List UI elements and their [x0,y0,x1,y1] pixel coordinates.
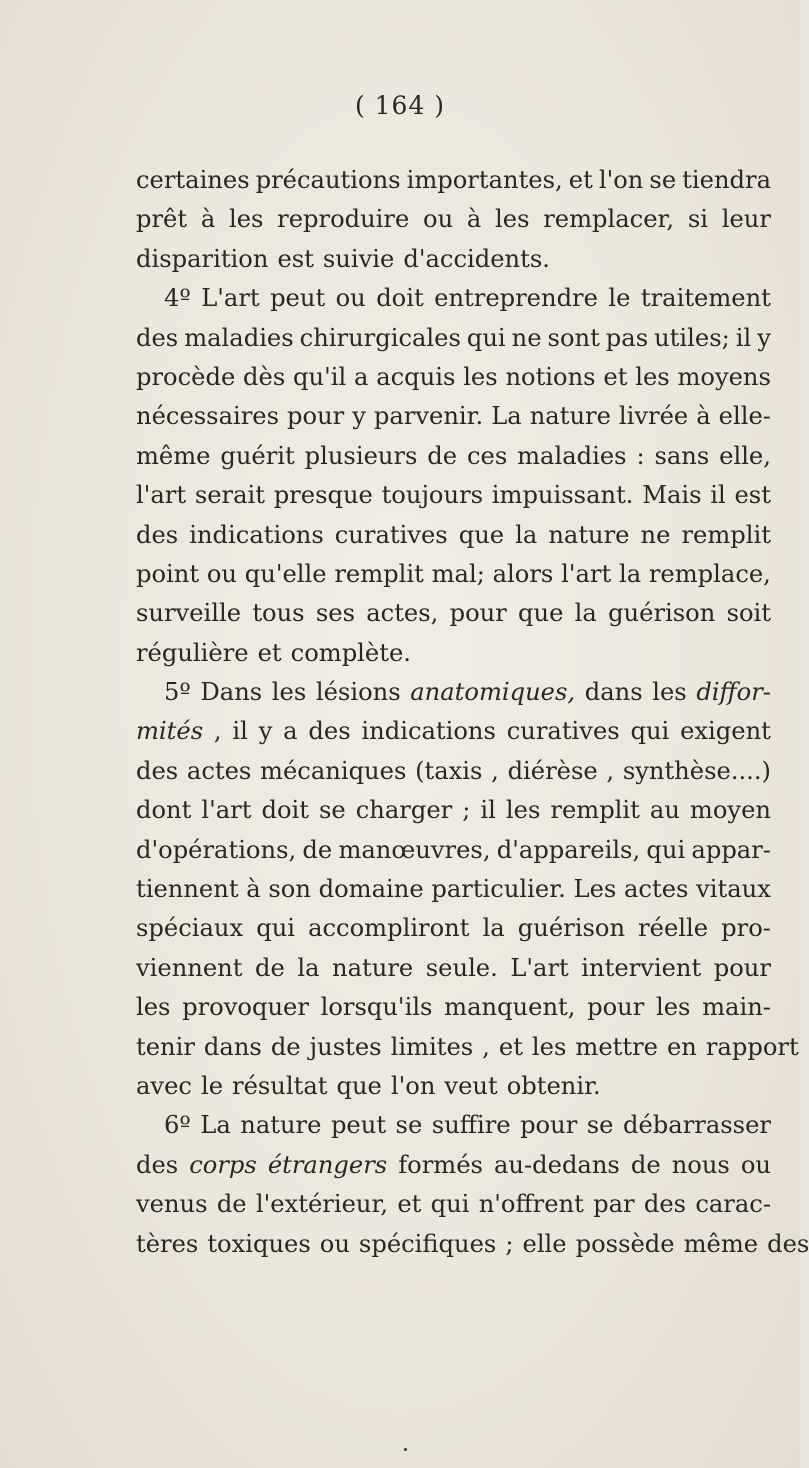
paragraph [136,161,771,279]
text-line [136,909,771,948]
word: mités [136,717,204,746]
word: surveille [136,599,242,628]
body-text [136,161,809,1264]
word: se [586,1111,614,1140]
word: point [136,559,200,588]
word: nécessaires [136,402,280,431]
word: la [618,559,642,588]
text-line [136,279,771,318]
word: pas [605,323,649,352]
word: la [482,914,505,943]
word: qui [430,1190,470,1219]
word: maladies [184,323,294,352]
word: guérit [220,441,295,470]
word: Mais [642,481,702,510]
word: est [277,244,314,273]
text-line [136,634,771,673]
word: les [271,678,307,707]
word: justes [309,1032,382,1061]
word: moyen [689,796,771,825]
word: de [427,441,458,470]
text-line [136,1225,809,1264]
word: Les [573,875,617,904]
word: les [495,205,530,234]
word: domaine [318,875,424,904]
word: régulière [136,638,249,667]
word: suivie [322,244,395,273]
word: son [268,875,311,904]
text-line [136,555,771,594]
word: ; [462,796,471,825]
word: curatives [334,520,448,549]
word: des [136,756,179,785]
word: certaines [136,166,250,194]
word: mal; [431,559,485,588]
word: entreprendre [434,284,598,313]
word: des [767,1229,809,1258]
word: leur [721,205,771,234]
word: doit [261,796,309,825]
word: d'accidents. [403,244,550,273]
word: mécaniques [260,756,407,785]
word: nature [332,953,414,982]
text-line [136,791,771,830]
word: les [136,993,171,1022]
word: lorsqu'ils [320,993,433,1022]
word: de [630,1150,661,1179]
ink-speck [404,1448,407,1451]
word: , [482,1032,490,1061]
word: reproduire [277,205,410,234]
word: les [463,362,498,391]
text-line [136,1146,771,1185]
word: charger [355,796,453,825]
word: disparition [136,244,269,273]
word: à [200,205,216,234]
word: 6º [164,1111,191,1140]
word: diffor- [696,678,771,707]
word: diérèse [507,756,598,785]
text-line [136,516,771,555]
word: elle [522,1229,567,1258]
word: il [232,717,248,746]
word: des [308,717,351,746]
word: ou [423,205,454,234]
word: veut [444,1071,498,1100]
word: remplit [334,559,424,588]
word: dès [243,362,286,391]
word: dans [203,1032,262,1061]
word: 4º [164,284,191,313]
word: le [608,284,631,313]
word: prêt [136,205,188,234]
word: venus [136,1190,208,1219]
word: les [228,205,264,234]
word: seule. [425,953,498,982]
word: remplace, [648,559,771,588]
word: impuissant. [491,481,634,510]
word: procède [136,362,236,391]
word: si [687,205,708,234]
word: ces [466,441,508,470]
word: de [302,835,333,864]
word: au [649,796,680,825]
word: 5º [164,678,191,707]
word: suffire [431,1111,511,1140]
word: appar- [691,835,771,864]
word: d'opérations, [136,835,297,864]
word: que [518,599,564,628]
word: doit [376,284,424,313]
word: par [593,1190,635,1219]
word: l'art [136,481,187,510]
word: il [735,323,752,352]
word: intervient [581,953,702,982]
word: pro- [721,914,771,943]
word: les [635,362,670,391]
word: au-dedans [493,1150,620,1179]
text-line [136,712,771,751]
word: qu'elle [244,559,327,588]
word: tères [136,1229,199,1258]
word: nous [671,1150,730,1179]
word: elle, [719,441,771,470]
word: livrée [618,402,689,431]
text-line [136,397,771,436]
word: limites [390,1032,474,1061]
word: pour [520,1111,578,1140]
word: d'appareils, [496,835,641,864]
word: des [643,1190,687,1219]
word: qui [646,835,686,864]
word: ; [505,1229,514,1258]
text-line [136,673,771,712]
word: accompliront [308,914,470,943]
word: notions [505,362,596,391]
word: pour [449,599,507,628]
word: complète. [290,638,411,667]
word: guérison [517,914,626,943]
word: et [603,362,628,391]
word: les [505,796,541,825]
word: même [136,441,211,470]
word: dont [136,796,192,825]
word: remplit [550,796,640,825]
page-number-header: ( 164 ) [354,91,446,120]
word: presque [273,481,373,510]
word: le [200,1071,224,1100]
word: actes [186,756,252,785]
text-line [136,200,771,239]
word: importantes, [406,166,563,194]
text-line [136,1067,771,1106]
word: guérison [608,599,716,628]
text-line [136,476,771,515]
word: de [216,1190,247,1219]
word: parvenir. [373,402,484,431]
word: anatomiques, [410,678,576,707]
word: actes [624,875,689,904]
word: en [666,1032,697,1061]
word: nature [529,402,611,431]
word: pour [587,993,645,1022]
word: les [652,678,687,707]
word: ou [740,1150,771,1179]
word: est [734,481,771,510]
word: les [655,993,691,1022]
word: corps [189,1150,257,1179]
word: alors [492,559,554,588]
word: y [258,717,273,746]
word: exigent [680,717,771,746]
word: sont [547,323,600,352]
word: ou [319,1229,350,1258]
word: maladies [517,441,627,470]
word: possède [575,1229,675,1258]
word: et [397,1190,422,1219]
word: curatives [506,717,620,746]
word: même [683,1229,759,1258]
word: : [636,441,645,470]
word: remplit [681,520,771,549]
word: provoquer [182,993,309,1022]
word: nature [548,520,630,549]
word: L'art [201,284,260,313]
word: qui [466,323,506,352]
word: soit [726,599,771,628]
word: avec [136,1071,192,1100]
word: ne [511,323,542,352]
word: vitaux [696,875,771,904]
word: se [319,796,346,825]
word: à [696,402,711,431]
word: Dans [200,678,263,707]
word: et [498,1032,523,1061]
word: chirurgicales [299,323,461,352]
word: actes, [366,599,439,628]
word: La [491,402,522,431]
paragraph [136,1106,809,1264]
word: sans [654,441,710,470]
word: des [136,1150,179,1179]
text-line [136,1185,771,1224]
word: y [352,402,366,431]
word: se [649,166,677,194]
text-line [136,870,771,909]
word: toujours [381,481,484,510]
word: serait [194,481,265,510]
text-line [136,594,771,633]
word: pour [713,953,771,982]
word: manœuvres, [338,835,491,864]
word: l'extérieur, [255,1190,389,1219]
word: la [574,599,597,628]
word: il [710,481,726,510]
text-line [136,831,771,870]
word: obtenir. [506,1071,601,1100]
word: ou [335,284,366,313]
word: se [395,1111,423,1140]
word: La [200,1111,231,1140]
word: que [336,1071,382,1100]
text-line [136,752,771,791]
word: tous [252,599,305,628]
word: la [515,520,538,549]
word: pour [287,402,345,431]
word: , [491,756,499,785]
word: tenir [136,1032,195,1061]
word: moyens [677,362,771,391]
text-line [136,319,771,358]
word: manquent, [444,993,576,1022]
word: synthèse....) [622,756,771,785]
text-line [136,161,771,200]
word: main- [702,993,771,1022]
word: il [480,796,496,825]
word: de [255,953,285,982]
word: carac- [695,1190,771,1219]
word: nature [240,1111,322,1140]
word: la [297,953,320,982]
word: ses [315,599,355,628]
word: a [354,362,369,391]
word: ne [640,520,671,549]
word: elle- [718,402,771,431]
word: particulier. [431,875,566,904]
word: ou [206,559,237,588]
word: des [136,520,179,549]
word: indications [189,520,324,549]
word: des [136,323,179,352]
word: et [568,166,593,194]
word: les [531,1032,567,1061]
word: dans [584,678,643,707]
text-line [136,437,771,476]
word: traitement [640,284,771,313]
text-line [136,988,771,1027]
paragraph [136,279,771,673]
word: tiendra [682,166,771,194]
word: remplacer, [543,205,675,234]
word: l'on [598,166,644,194]
word: l'art [561,559,612,588]
paragraph [136,673,799,1106]
word: que [458,520,505,549]
word: utiles; [654,323,730,352]
text-line [136,1028,799,1067]
word: spéciaux [136,914,244,943]
word: L'art [510,953,569,982]
word: qui [630,717,670,746]
word: l'art [201,796,252,825]
word: acquis [376,362,456,391]
word: de [270,1032,301,1061]
word: précautions [255,166,401,194]
word: lésions [315,678,401,707]
text-line [136,240,771,279]
word: qui [256,914,296,943]
word: , [213,717,222,746]
word: n'offrent [478,1190,584,1219]
word: et [257,638,282,667]
word: peut [330,1111,387,1140]
word: mettre [575,1032,658,1061]
word: a [283,717,298,746]
word: tiennent [136,875,239,904]
text-line [136,1106,771,1145]
word: toxiques [207,1229,311,1258]
word: résultat [232,1071,328,1100]
word: spécifiques [358,1229,497,1258]
word: (taxis [415,756,483,785]
word: l'on [390,1071,436,1100]
text-line [136,949,771,988]
word: à [246,875,261,904]
word: plusieurs [304,441,418,470]
text-line [136,358,771,397]
word: formés [398,1150,483,1179]
word: débarrasser [623,1111,771,1140]
word: à [466,205,482,234]
word: y [757,323,771,352]
word: réelle [638,914,709,943]
word: rapport [705,1032,799,1061]
word: peut [270,284,326,313]
word: , [606,756,615,785]
word: indications [361,717,496,746]
word: qu'il [293,362,347,391]
word: viennent [136,953,243,982]
word: étrangers [267,1150,388,1179]
